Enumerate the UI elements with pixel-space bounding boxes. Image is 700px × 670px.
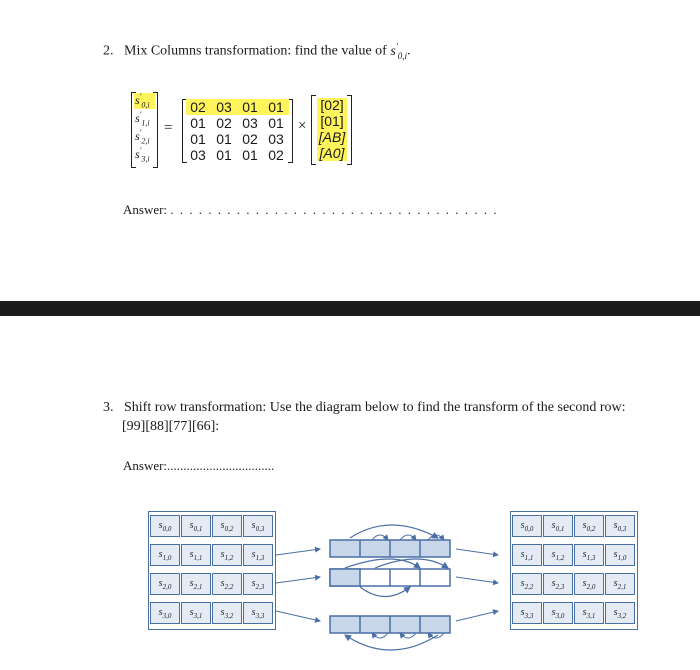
matrix-cell: 03 bbox=[242, 115, 258, 131]
q2-target-sub: 0,i bbox=[397, 50, 408, 61]
q2-text: Mix Columns transformation: find the value of bbox=[124, 43, 391, 59]
q2-answer-dots[interactable]: . . . . . . . . . . . . . . . . . . . . . . . . . . . . . . . . . . . bbox=[170, 202, 499, 217]
after-grid-cell: $s_{2,1}$ bbox=[605, 573, 635, 595]
q3-answer-line bbox=[123, 458, 274, 474]
after-grid-cell: $s_{1,3}$ bbox=[574, 544, 604, 566]
equals-sign: = bbox=[164, 120, 173, 136]
matrix-cell: 01 bbox=[216, 147, 232, 163]
vector-entry: [A0] bbox=[319, 145, 345, 161]
matrix-cell: 03 bbox=[216, 99, 232, 115]
matrix-cell: 01 bbox=[268, 115, 284, 131]
q2-number: 2. bbox=[103, 43, 114, 59]
matrix-cell: 02 bbox=[190, 99, 206, 115]
vector-bracket-right bbox=[347, 95, 352, 165]
lhs-entry: $s'_{3,i}$ bbox=[135, 146, 150, 164]
before-grid-cell: $s_{0,2}$ bbox=[212, 515, 242, 537]
vector-entry: [01] bbox=[320, 113, 344, 129]
after-grid-cell: $s_{3,0}$ bbox=[543, 602, 573, 624]
matrix-cell: 02 bbox=[242, 131, 258, 147]
matrix-cell: 01 bbox=[268, 99, 284, 115]
q3-answer-label: Answer: bbox=[123, 458, 168, 473]
arrow-row1-in bbox=[276, 549, 320, 555]
before-grid-cell: $s_{3,2}$ bbox=[212, 602, 242, 624]
row1-rotation bbox=[330, 525, 450, 557]
q3-heading bbox=[103, 399, 626, 417]
q3-text-line1: Shift row transformation: Use the diagram below to find the transform of the second row: bbox=[124, 400, 626, 415]
before-grid-cell: $s_{3,0}$ bbox=[150, 602, 180, 624]
row3-rotation bbox=[330, 616, 450, 650]
matrix-cell: 02 bbox=[268, 147, 284, 163]
before-grid-cell: $s_{2,1}$ bbox=[181, 573, 211, 595]
after-grid-cell: $s_{0,2}$ bbox=[574, 515, 604, 537]
arrow-row2-in bbox=[276, 577, 320, 583]
q2-answer-label: Answer: bbox=[123, 202, 168, 217]
after-grid-cell: $s_{0,3}$ bbox=[605, 515, 635, 537]
after-grid-cell: $s_{1,0}$ bbox=[605, 544, 635, 566]
vector-entry: [AB] bbox=[318, 129, 346, 145]
lhs-entry: $s'_{0,i}$ bbox=[135, 92, 150, 110]
mix-columns-equation bbox=[0, 0, 700, 200]
matrix-cell: 02 bbox=[216, 115, 232, 131]
q2-target: s bbox=[390, 43, 396, 59]
lhs-entry: $s'_{2,i}$ bbox=[135, 128, 150, 146]
vector-entry: [02] bbox=[320, 97, 344, 113]
before-grid-cell: $s_{2,2}$ bbox=[212, 573, 242, 595]
before-grid-cell: $s_{1,2}$ bbox=[212, 544, 242, 566]
before-grid-cell: $s_{1,1}$ bbox=[181, 544, 211, 566]
q3-row-values: [99][88][77][66]: bbox=[122, 419, 220, 434]
shift-rows-diagram bbox=[0, 480, 700, 670]
matrix-cell: 03 bbox=[190, 147, 206, 163]
before-grid-cell: $s_{3,3}$ bbox=[243, 602, 273, 624]
arrow-row3-in bbox=[276, 611, 320, 621]
after-grid-cell: $s_{1,1}$ bbox=[512, 544, 542, 566]
after-grid-cell: $s_{2,2}$ bbox=[512, 573, 542, 595]
after-grid-cell: $s_{3,1}$ bbox=[574, 602, 604, 624]
before-grid-cell: $s_{1,3}$ bbox=[243, 544, 273, 566]
after-grid-cell: $s_{1,2}$ bbox=[543, 544, 573, 566]
before-grid-cell: $s_{1,0}$ bbox=[150, 544, 180, 566]
before-grid-cell: $s_{2,3}$ bbox=[243, 573, 273, 595]
page-separator bbox=[0, 301, 700, 316]
after-grid-cell: $s_{3,3}$ bbox=[512, 602, 542, 624]
row2-rotation bbox=[330, 559, 450, 597]
matrix-cell: 03 bbox=[268, 131, 284, 147]
matrix-cell: 01 bbox=[216, 131, 232, 147]
after-grid-cell: $s_{0,0}$ bbox=[512, 515, 542, 537]
q3-number: 3. bbox=[103, 400, 114, 415]
matrix-cell: 01 bbox=[190, 131, 206, 147]
matrix-cell: 01 bbox=[190, 115, 206, 131]
lhs-entry: $s'_{1,i}$ bbox=[135, 110, 150, 128]
after-grid-cell: $s_{2,3}$ bbox=[543, 573, 573, 595]
q2-answer-line bbox=[123, 202, 498, 218]
vector-bracket-left bbox=[311, 95, 316, 165]
q2-target-prime: ′ bbox=[395, 41, 398, 51]
before-grid-cell: $s_{3,1}$ bbox=[181, 602, 211, 624]
before-grid-cell: $s_{2,0}$ bbox=[150, 573, 180, 595]
before-grid-cell: $s_{0,1}$ bbox=[181, 515, 211, 537]
before-grid-cell: $s_{0,0}$ bbox=[150, 515, 180, 537]
q2-target-end: . bbox=[407, 43, 411, 59]
before-grid-cell: $s_{0,3}$ bbox=[243, 515, 273, 537]
times-sign: × bbox=[298, 118, 307, 134]
matrix-cell: 01 bbox=[242, 147, 258, 163]
after-grid-cell: $s_{0,1}$ bbox=[543, 515, 573, 537]
arrow-row2-out bbox=[456, 577, 498, 583]
q3-answer-dots[interactable]: ................................. bbox=[167, 458, 275, 473]
after-grid-cell: $s_{3,2}$ bbox=[605, 602, 635, 624]
after-grid-cell: $s_{2,0}$ bbox=[574, 573, 604, 595]
arrow-row3-out bbox=[456, 611, 498, 621]
matrix-cell: 01 bbox=[242, 99, 258, 115]
arrow-row1-out bbox=[456, 549, 498, 555]
